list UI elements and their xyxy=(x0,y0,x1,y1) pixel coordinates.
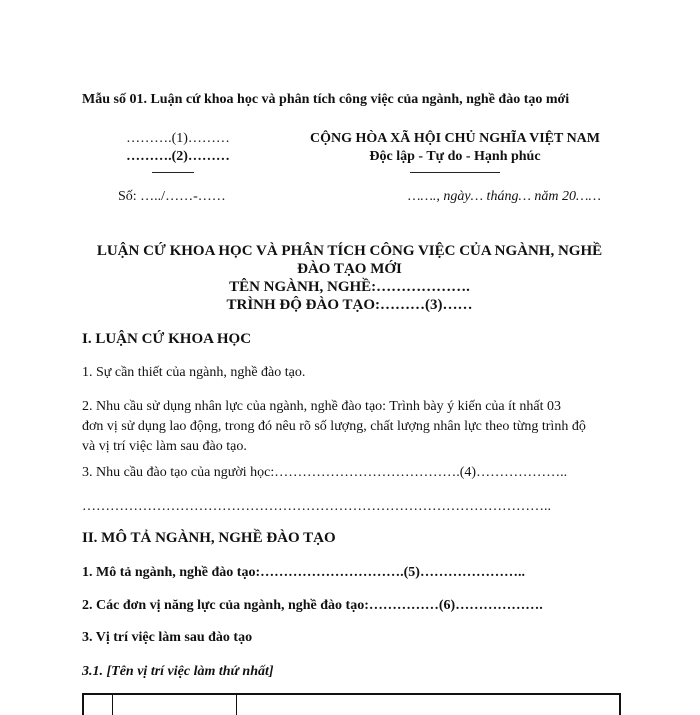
document-number: Số: …../……-…… xyxy=(118,189,226,204)
training-level-line: TRÌNH ĐỘ ĐÀO TẠO:………(3)…… xyxy=(226,297,473,313)
occupation-name-line: TÊN NGÀNH, NGHỀ:………………. xyxy=(229,279,470,295)
section-2-heading: II. MÔ TẢ NGÀNH, NGHỀ ĐÀO TẠO xyxy=(82,530,336,546)
document-title-line-1: LUẬN CỨ KHOA HỌC VÀ PHÂN TÍCH CÔNG VIỆC CỦA NGÀNH, NGHỀ xyxy=(96,243,603,259)
section-1-item-2 xyxy=(82,397,622,457)
country-name: CỘNG HÒA XÃ HỘI CHỦ NGHĨA VIỆT NAM xyxy=(309,131,600,146)
document-title-line-2: ĐÀO TẠO MỚI xyxy=(297,261,402,277)
section-1-heading: I. LUẬN CỨ KHOA HỌC xyxy=(82,331,252,347)
agency-line-2: ……….(2)……… xyxy=(126,149,230,164)
table-column-divider xyxy=(236,695,237,715)
section-1-item-3-continuation: ……………………………………………………………………………………….. xyxy=(82,499,551,514)
section-1-item-2-line-2: đơn vị sử dụng lao động, trong đó nêu rõ số lượng, chất lượng nhân lực theo từng trình độ xyxy=(82,419,586,434)
section-2-item-3-1: 3.1. [Tên vị trí việc làm thứ nhất] xyxy=(82,664,274,679)
section-1-item-1: 1. Sự cần thiết của ngành, nghề đào tạo. xyxy=(82,365,306,380)
section-1-item-3: 3. Nhu cầu đào tạo của người học:………………………………….(4)……………….. xyxy=(82,465,568,480)
section-1-item-2-line-1: 2. Nhu cầu sử dụng nhân lực của ngành, nghề đào tạo: Trình bày ý kiến của ít nhất 03 xyxy=(82,399,562,414)
section-1-item-2-line-3: và vị trí việc làm sau đào tạo. xyxy=(82,439,247,454)
table-column-divider xyxy=(112,695,113,715)
form-label: Mẫu số 01. Luận cứ khoa học và phân tích công việc của ngành, nghề đào tạo mới xyxy=(82,92,570,107)
right-divider xyxy=(410,172,500,173)
section-2-item-3: 3. Vị trí việc làm sau đào tạo xyxy=(82,630,253,645)
job-position-table xyxy=(82,693,621,715)
place-date: ……., ngày… tháng… năm 20…… xyxy=(408,189,601,204)
section-2-item-2: 2. Các đơn vị năng lực của ngành, nghề đào tạo:……………(6)………………. xyxy=(82,598,543,613)
agency-line-1: ……….(1)……… xyxy=(126,131,230,146)
left-divider xyxy=(152,172,194,173)
national-motto: Độc lập - Tự do - Hạnh phúc xyxy=(369,149,541,164)
section-2-item-1: 1. Mô tả ngành, nghề đào tạo:………………………….(5)………………….. xyxy=(82,565,525,580)
